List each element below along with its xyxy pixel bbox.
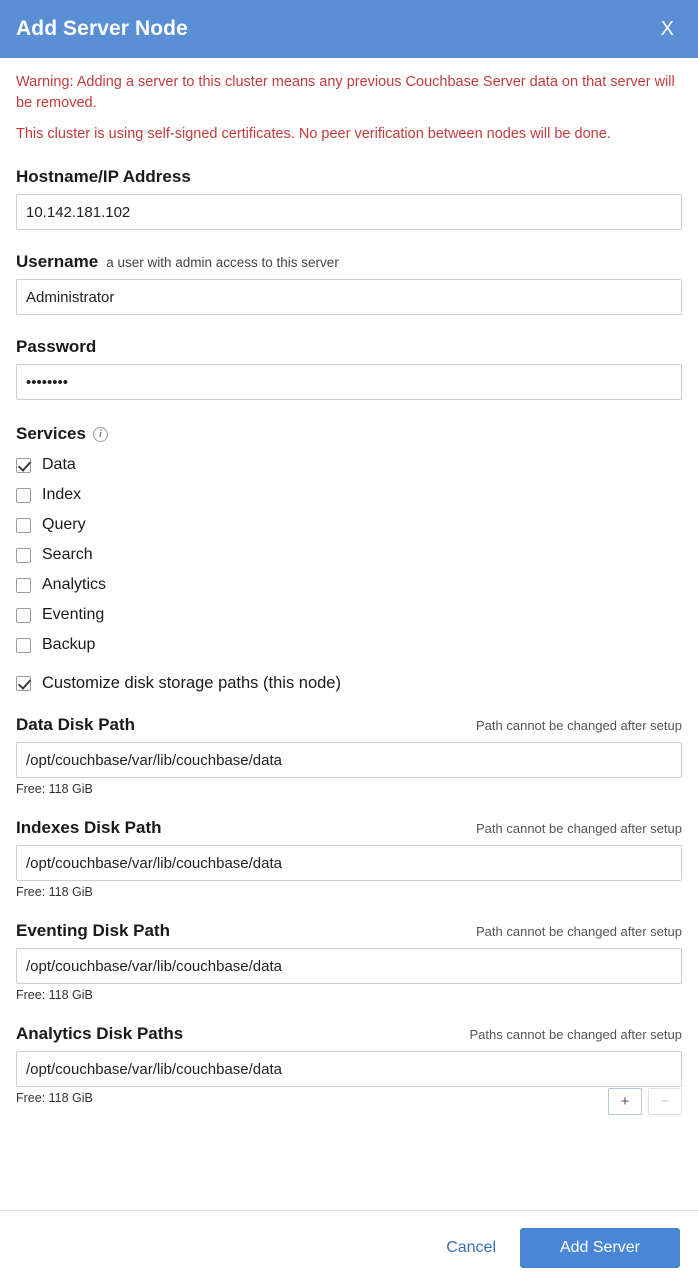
- checkbox-service-analytics[interactable]: [16, 578, 31, 593]
- services-heading: [16, 424, 682, 444]
- data-disk-path-title: Data Disk Path: [16, 715, 136, 735]
- eventing-disk-path-header: [16, 921, 682, 941]
- username-hint: a user with admin access to this server: [106, 255, 339, 271]
- checkbox-service-eventing[interactable]: [16, 608, 31, 623]
- checkbox-service-data[interactable]: [16, 458, 31, 473]
- checkbox-service-index[interactable]: [16, 488, 31, 503]
- service-row-analytics[interactable]: [16, 570, 682, 600]
- customize-disk-paths-label: Customize disk storage paths (this node): [42, 674, 341, 693]
- warning-message-data-removal: Warning: Adding a server to this cluster means any previous Couchbase Server data on that server will be removed.: [16, 74, 675, 112]
- analytics-disk-paths-header: [16, 1024, 682, 1044]
- indexes-disk-path-note: Path cannot be changed after setup: [476, 821, 682, 837]
- eventing-disk-path-note: Path cannot be changed after setup: [476, 924, 682, 940]
- dialog-header: [0, 0, 698, 58]
- analytics-disk-free-space: Free: 118 GiB: [16, 1091, 93, 1106]
- service-row-backup[interactable]: [16, 630, 682, 660]
- checkbox-service-backup[interactable]: [16, 638, 31, 653]
- eventing-disk-path-title: Eventing Disk Path: [16, 921, 170, 941]
- close-icon[interactable]: X: [660, 18, 674, 40]
- service-row-data[interactable]: [16, 450, 682, 480]
- info-icon[interactable]: i: [93, 427, 108, 442]
- password-label-text: Password: [16, 337, 97, 357]
- service-row-index[interactable]: [16, 480, 682, 510]
- password-input[interactable]: [16, 364, 682, 400]
- service-label-index: Index: [42, 486, 82, 504]
- data-disk-path-header: [16, 715, 682, 735]
- service-row-query[interactable]: [16, 510, 682, 540]
- indexes-disk-path-input[interactable]: [16, 845, 682, 881]
- remove-analytics-path-button[interactable]: −: [648, 1088, 682, 1115]
- data-disk-path-input[interactable]: [16, 742, 682, 778]
- eventing-disk-free-space: Free: 118 GiB: [16, 988, 93, 1003]
- service-label-data: Data: [42, 456, 76, 474]
- dialog-body: [0, 58, 698, 1210]
- data-disk-path-note: Path cannot be changed after setup: [476, 718, 682, 734]
- customize-disk-paths-row[interactable]: [16, 674, 682, 693]
- data-disk-free-space: Free: 118 GiB: [16, 782, 93, 797]
- analytics-disk-paths-note: Paths cannot be changed after setup: [469, 1027, 682, 1043]
- add-analytics-path-button[interactable]: +: [608, 1088, 642, 1115]
- hostname-input[interactable]: [16, 194, 682, 230]
- username-input[interactable]: [16, 279, 682, 315]
- warning-message-certificates: This cluster is using self-signed certificates. No peer verification between nodes will be done.: [16, 126, 611, 143]
- dialog-title: Add Server Node: [16, 17, 188, 40]
- checkbox-service-query[interactable]: [16, 518, 31, 533]
- service-label-query: Query: [42, 516, 86, 534]
- service-label-eventing: Eventing: [42, 606, 105, 624]
- service-row-search[interactable]: [16, 540, 682, 570]
- hostname-label: [16, 167, 682, 187]
- password-label: [16, 337, 682, 357]
- indexes-disk-path-header: [16, 818, 682, 838]
- checkbox-service-search[interactable]: [16, 548, 31, 563]
- service-label-backup: Backup: [42, 636, 96, 654]
- service-label-analytics: Analytics: [42, 576, 107, 594]
- analytics-disk-path-input[interactable]: [16, 1051, 682, 1087]
- username-label-text: Username: [16, 252, 99, 272]
- indexes-disk-path-title: Indexes Disk Path: [16, 818, 162, 838]
- analytics-path-controls: [16, 1088, 682, 1115]
- hostname-label-text: Hostname/IP Address: [16, 167, 191, 187]
- service-row-eventing[interactable]: [16, 600, 682, 630]
- dialog-footer: [0, 1210, 698, 1284]
- checkbox-customize-disk-paths[interactable]: [16, 676, 31, 691]
- indexes-disk-free-space: Free: 118 GiB: [16, 885, 93, 900]
- cancel-button[interactable]: Cancel: [440, 1231, 502, 1265]
- analytics-disk-paths-title: Analytics Disk Paths: [16, 1024, 184, 1044]
- eventing-disk-path-input[interactable]: [16, 948, 682, 984]
- service-label-search: Search: [42, 546, 93, 564]
- add-server-button[interactable]: Add Server: [520, 1228, 680, 1268]
- services-label: Services: [16, 424, 86, 444]
- username-label: [16, 252, 682, 272]
